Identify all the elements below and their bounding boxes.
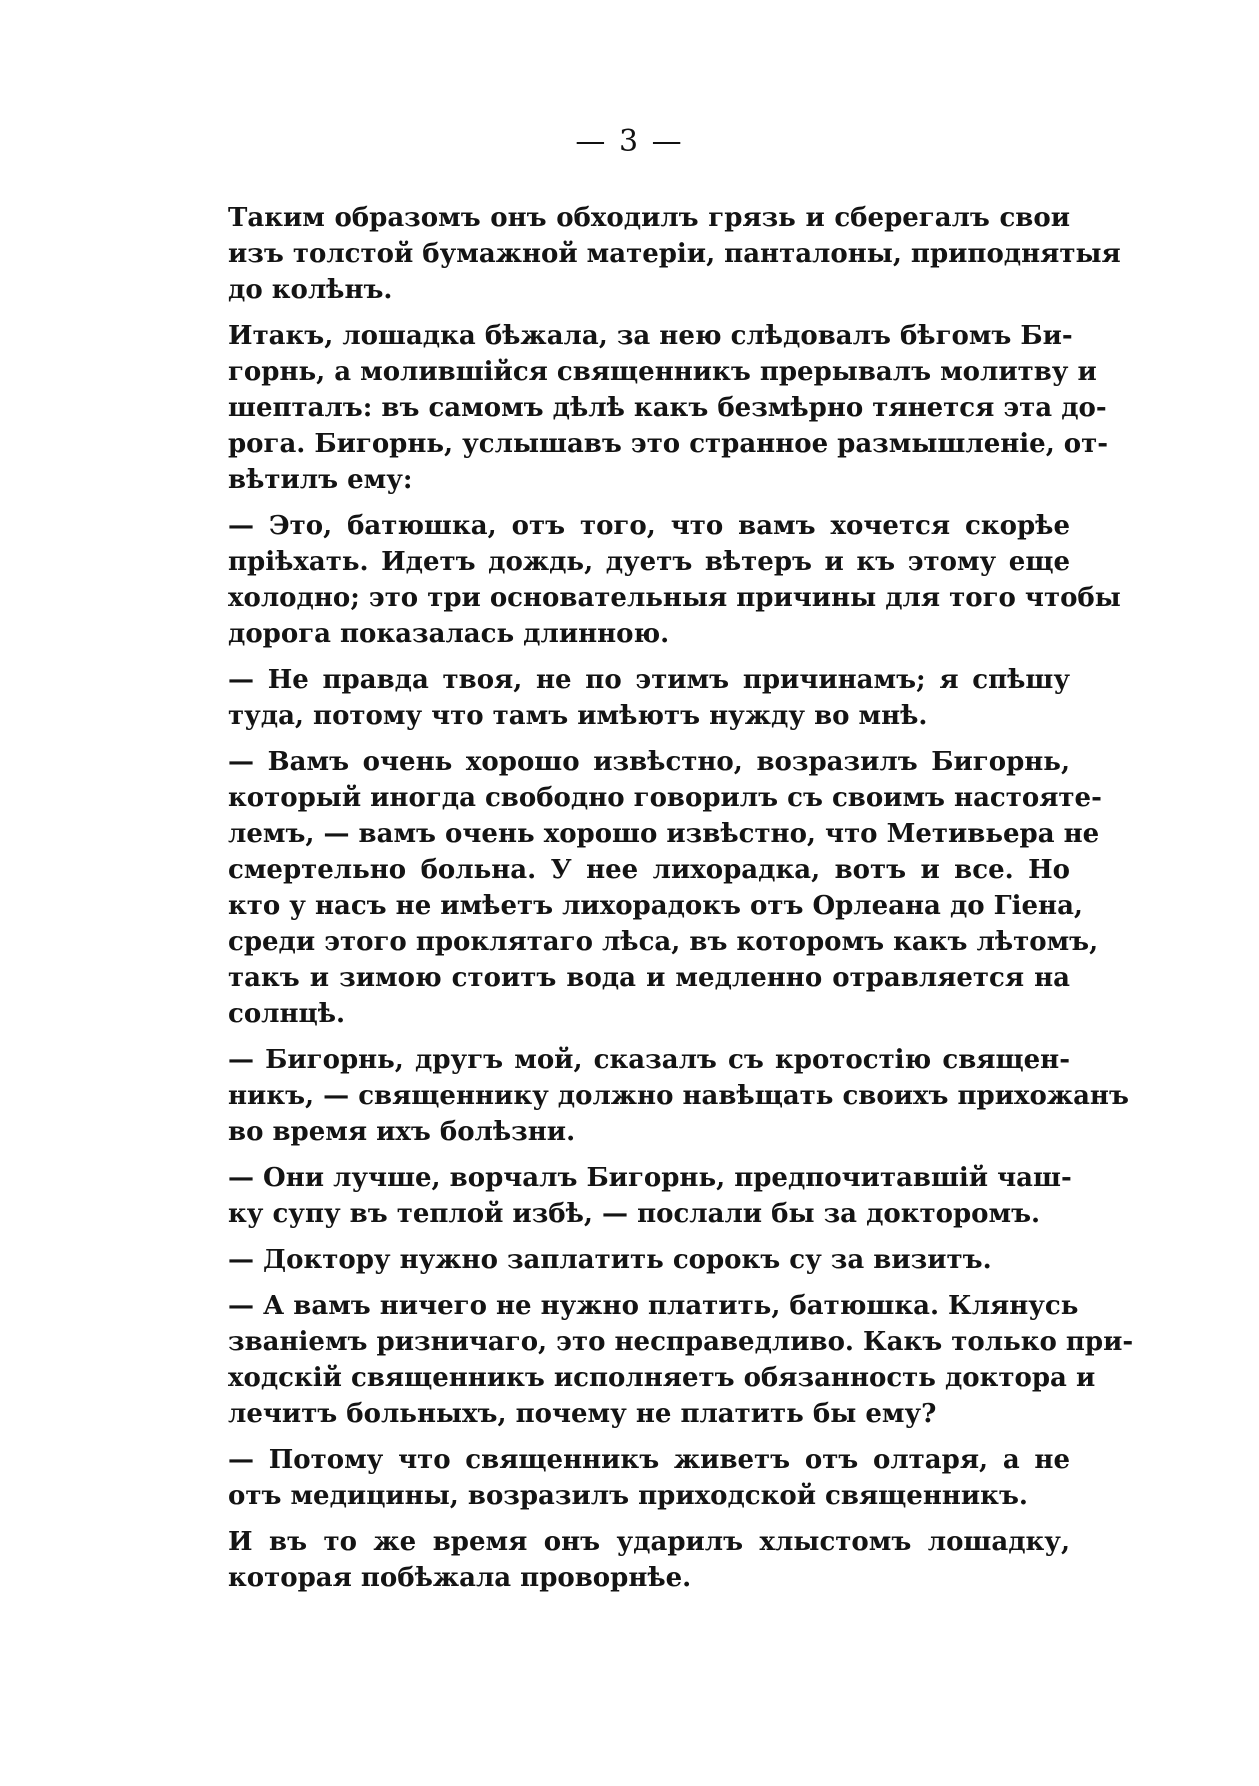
paragraph bbox=[186, 1524, 1070, 1596]
text-line: Таким образомъ онъ обходилъ грязь и сберегалъ свои bbox=[228, 203, 1070, 233]
paragraph bbox=[186, 1442, 1070, 1514]
text-line: дорога показалась длинною. bbox=[228, 619, 670, 649]
text-line: ходскій священникъ исполняетъ обязанность доктора и bbox=[228, 1363, 1096, 1393]
text-line: — А вамъ ничего не нужно платить, батюшка. Клянусь bbox=[228, 1291, 1079, 1321]
text-line: лечитъ больныхъ, почему не платить бы ему? bbox=[228, 1399, 937, 1429]
paragraph bbox=[186, 744, 1102, 1032]
text-line: шепталъ: въ самомъ дѣлѣ какъ безмѣрно тянется эта до- bbox=[228, 393, 1107, 423]
paragraph bbox=[186, 1242, 1070, 1278]
text-line: во время ихъ болѣзни. bbox=[228, 1117, 576, 1147]
text-line: рога. Бигорнь, услышавъ это странное размышленіе, от- bbox=[228, 429, 1109, 459]
text-line: лемъ, — вамъ очень хорошо извѣстно, что Метивьера не bbox=[228, 819, 1100, 849]
text-line: солнцѣ. bbox=[228, 999, 346, 1029]
text-line: — Вамъ очень хорошо извѣстно, возразилъ Бигорнь, bbox=[228, 747, 1070, 777]
paragraph bbox=[186, 662, 1070, 734]
text-line: вѣтилъ ему: bbox=[228, 465, 413, 495]
text-line: никъ, — священнику должно навѣщать своихъ прихожанъ bbox=[228, 1081, 1129, 1111]
text-line: смертельно больна. У нее лихорадка, вотъ и все. Но bbox=[228, 855, 1070, 885]
paragraph bbox=[186, 318, 1109, 498]
text-line: — Бигорнь, другъ мой, сказалъ съ кротостію священ- bbox=[228, 1045, 1070, 1075]
text-line: отъ медицины, возразилъ приходской священникъ. bbox=[228, 1481, 1028, 1511]
text-line: — Не правда твоя, не по этимъ причинамъ; я спѣшу bbox=[228, 665, 1070, 695]
text-line: среди этого проклятаго лѣса, въ которомъ какъ лѣтомъ, bbox=[228, 927, 1099, 957]
text-line: горнь, а молившійся священникъ прерывалъ молитву и bbox=[228, 357, 1097, 387]
text-line: пріѣхать. Идетъ дождь, дуетъ вѣтеръ и къ этому еще bbox=[228, 547, 1070, 577]
paragraph bbox=[186, 508, 1121, 652]
text-line: — Потому что священникъ живетъ отъ олтаря, а не bbox=[228, 1445, 1070, 1475]
text-line: до колѣнъ. bbox=[228, 275, 393, 305]
text-line: ку супу въ теплой избѣ, — послали бы за докторомъ. bbox=[228, 1199, 1041, 1229]
text-line: такъ и зимою стоитъ вода и медленно отравляется на bbox=[228, 963, 1070, 993]
paragraph bbox=[186, 200, 1121, 308]
text-line: холодно; это три основательныя причины для того чтобы bbox=[228, 583, 1121, 613]
paragraph bbox=[186, 1288, 1134, 1432]
text-line: — Это, батюшка, отъ того, что вамъ хочется скорѣе bbox=[228, 511, 1070, 541]
paragraph bbox=[186, 1042, 1129, 1150]
text-line: изъ толстой бумажной матеріи, панталоны, приподнятыя bbox=[228, 239, 1121, 269]
text-line: который иногда свободно говорилъ съ своимъ настояте- bbox=[228, 783, 1102, 813]
text-line: И въ то же время онъ ударилъ хлыстомъ лошадку, bbox=[228, 1527, 1070, 1557]
page-number: — 3 — bbox=[575, 124, 684, 159]
body-text bbox=[186, 200, 1134, 1606]
text-line: — Они лучше, ворчалъ Бигорнь, предпочитавшій чаш- bbox=[228, 1163, 1072, 1193]
text-line: Итакъ, лошадка бѣжала, за нею слѣдовалъ бѣгомъ Би- bbox=[228, 321, 1073, 351]
text-line: — Доктору нужно заплатить сорокъ су за визитъ. bbox=[228, 1245, 992, 1275]
text-line: кто у насъ не имѣетъ лихорадокъ отъ Орлеана до Гіена, bbox=[228, 891, 1083, 921]
text-line: которая побѣжала проворнѣе. bbox=[228, 1563, 692, 1593]
text-line: званіемъ ризничаго, это несправедливо. Какъ только при- bbox=[228, 1327, 1134, 1357]
text-line: туда, потому что тамъ имѣютъ нужду во мнѣ. bbox=[228, 701, 928, 731]
paragraph bbox=[186, 1160, 1070, 1232]
